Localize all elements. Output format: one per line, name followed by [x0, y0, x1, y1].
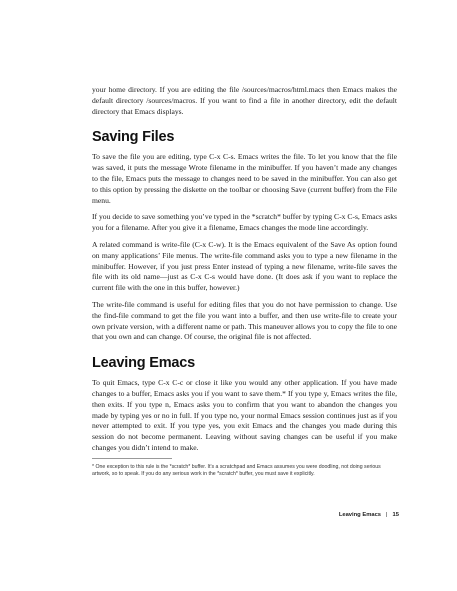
footnote: * One exception to this rule is the *scratch* buffer. It’s a scratchpad and Emacs assumes you were doodling, not doing serious artwork, so to speak. If you do any serious work in the *scratch* buffer, you must save it explicitly. — [92, 464, 381, 478]
heading-saving-files: Saving Files — [92, 129, 175, 146]
leaving-paragraph-1: To quit Emacs, type C-x C-c or close it like you would any other application. If you have made changes to a buffer, Emacs asks you if you want to save them.* If you type y, Emacs writes the file, then exits. If you type n, Emacs asks you to confirm that you want to abandon the changes you made by typing yes or no in full. If you type no, your normal Emacs session continues just as if you never attempted to exit. If you type yes, you exit Emacs and the changes you made during this session do not become permanent. Leaving without saving changes can be useful if you make changes you didn’t intend to make. — [92, 378, 397, 452]
running-head: Leaving Emacs — [338, 512, 382, 518]
footer-separator: | — [386, 512, 388, 518]
page-footer — [339, 512, 399, 518]
page-number: 15 — [392, 512, 399, 518]
page-body — [92, 85, 397, 460]
intro-paragraph: your home directory. If you are editing the file /sources/macros/html.macs then Emacs makes the default directory /sources/macros. If you want to find a file in another directory, edit the default directory that Emacs displays. — [92, 85, 397, 116]
saving-paragraph-3: A related command is write-file (C-x C-w). It is the Emacs equivalent of the Save As option found on many applications’ File menus. The write-file command asks you to type a new filename in the minibuffer. However, if you just press Enter instead of typing a new filename, write-file saves the file with its old name—just as C-x C-s would have done. (It does ask if you want to replace the current file with the one in this buffer, however.) — [92, 239, 397, 293]
saving-paragraph-1: To save the file you are editing, type C-x C-s. Emacs writes the file. To let you know that the file was saved, it puts the message Wrote filename in the minibuffer. If you haven’t made any changes to the file, Emacs puts the message to changes need to be saved in the minibuffer. You can also get to this option by pressing the diskette on the toolbar or choosing Save (current buffer) from the File menu. — [92, 152, 397, 205]
footnote-divider — [92, 458, 172, 459]
heading-leaving-emacs: Leaving Emacs — [92, 355, 195, 372]
saving-paragraph-2: If you decide to save something you’ve typed in the *scratch* buffer by typing C-x C-s, Emacs asks you for a filename. After you give it a filename, Emacs changes the mode line accordingly. — [92, 212, 397, 233]
saving-paragraph-4: The write-file command is useful for editing files that you do not have permission to change. Use the find-file command to get the file you want into a buffer, and then use write-file to create your own private version, with a different name or path. This maneuver allows you to copy the file to one that you own and can change. Of course, the original file is not affected. — [92, 299, 397, 342]
